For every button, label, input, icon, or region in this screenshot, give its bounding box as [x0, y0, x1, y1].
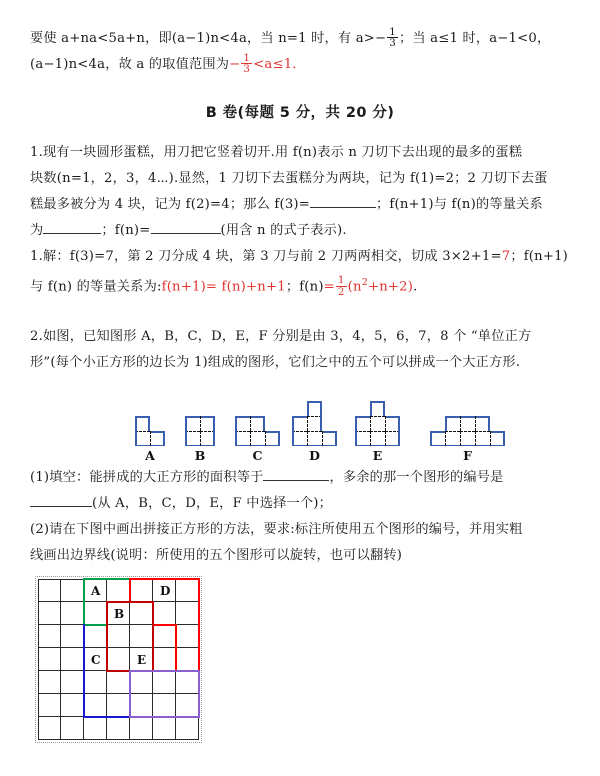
shape-edge-inner: [292, 431, 307, 432]
grid-cell[interactable]: [38, 671, 61, 694]
answer-blank[interactable]: [43, 233, 101, 234]
region-boundary-segment: [129, 578, 131, 603]
question-1-text-4a: 为: [30, 223, 44, 238]
grid-cell[interactable]: [61, 625, 84, 648]
answer-grid-wrapper: [38, 579, 570, 740]
grid-region-label-c: C: [91, 653, 101, 668]
region-boundary-segment: [129, 670, 131, 718]
answer-1-text-1a: 1.解：f(3)=7，第 2 刀分成 4 块，第 3 刀与前 2 刀两两相交，切成 3×2+1=: [30, 249, 502, 264]
shape-edge-inner: [322, 431, 323, 446]
shape-edge-outer: [445, 416, 447, 431]
fraction-one-third-b: [241, 53, 252, 76]
shape-edge-outer: [445, 445, 460, 447]
grid-cell[interactable]: [61, 602, 84, 625]
shape-edge-outer: [430, 431, 445, 433]
shape-edge-inner: [385, 431, 386, 446]
grid-cell[interactable]: [107, 648, 130, 671]
grid-region-label-e: E: [137, 653, 147, 668]
shape-edge-outer: [235, 416, 237, 431]
shape-edge-outer: [292, 416, 307, 418]
shape-edge-inner: [250, 431, 265, 432]
shape-cells: [235, 416, 280, 446]
shape-edge-outer: [460, 445, 475, 447]
fraction-denominator: 3: [389, 37, 396, 50]
spacer: [30, 130, 570, 140]
shape-edge-outer: [185, 416, 187, 431]
shape-edge-inner: [370, 416, 371, 431]
grid-cell[interactable]: [38, 648, 61, 671]
shape-e: [355, 401, 400, 464]
shape-edge-outer: [355, 431, 357, 446]
grid-cell[interactable]: [176, 717, 199, 740]
question-2-part-2-line-2: 线画出边界线(说明：所使用的五个图形可以旋转，也可以翻转): [30, 548, 403, 564]
grid-cell[interactable]: [153, 717, 176, 740]
answer-1-equals-sign: =: [323, 279, 335, 295]
question-2-text-p1b: ，多余的那一个图形的编号是: [329, 470, 504, 486]
spacer: [30, 300, 570, 324]
region-boundary-segment: [129, 670, 200, 672]
grid-cell[interactable]: [176, 671, 199, 694]
shape-edge-inner: [385, 416, 386, 431]
question-2-text-p1a: (1)填空：能拼成的大正方形的面积等于: [30, 470, 264, 486]
shape-edge-outer: [278, 431, 280, 446]
shape-edge-inner: [445, 431, 460, 432]
shape-d: [292, 401, 337, 464]
shape-edge-outer: [383, 401, 385, 416]
shape-edge-outer: [185, 416, 200, 418]
grid-cell[interactable]: [107, 671, 130, 694]
grid-cell[interactable]: [84, 602, 107, 625]
shape-edge-outer: [355, 416, 370, 418]
grid-cell[interactable]: [107, 625, 130, 648]
grid-cell[interactable]: [130, 717, 153, 740]
question-2-text-p1c: (从 A，B，C，D，E，F 中选择一个)；: [92, 496, 332, 512]
grid-cell[interactable]: [38, 717, 61, 740]
shape-edge-outer: [370, 445, 385, 447]
shape-edge-outer: [292, 445, 307, 447]
region-boundary-segment: [83, 716, 131, 718]
shape-edge-outer: [475, 445, 490, 447]
shape-edge-inner: [150, 431, 151, 446]
answer-1-text-2c: .: [413, 279, 418, 295]
shape-edge-inner: [235, 431, 250, 432]
answer-blank[interactable]: [151, 233, 221, 234]
top-paragraph-line-1: [30, 26, 570, 52]
shape-edge-inner: [475, 431, 490, 432]
top-paragraph-line-2: [30, 52, 570, 78]
shape-edge-outer: [335, 431, 337, 446]
shape-edge-outer: [135, 445, 150, 447]
region-boundary-segment: [106, 601, 108, 672]
shape-edge-outer: [320, 416, 322, 431]
top-paragraph-text-2a: (a−1)n<4a，故 a 的取值范围为: [30, 57, 230, 72]
shape-edge-inner: [200, 431, 201, 446]
shape-edge-outer: [488, 416, 490, 431]
question-1-text-4c: (用含 n 的式子表示).: [220, 223, 347, 238]
grid-cell[interactable]: [61, 671, 84, 694]
top-paragraph-text-1a: 要使 a+na<5a+n，即(a−1)n<4a，当 n=1 时，有 a>−: [30, 31, 387, 46]
region-boundary-segment: [152, 624, 177, 626]
grid-cell[interactable]: [130, 602, 153, 625]
question-1-text-3b: ；f(n+1)与 f(n)的等量关系: [376, 197, 543, 212]
shape-label-c: C: [252, 448, 263, 464]
shape-edge-inner: [265, 431, 266, 446]
shape-edge-outer: [370, 401, 372, 416]
grid-cell[interactable]: [38, 602, 61, 625]
fraction-denominator: 3: [243, 63, 251, 76]
shape-label-f: F: [463, 448, 472, 464]
grid-region-label-d: D: [160, 584, 171, 599]
shape-edge-outer: [263, 416, 265, 431]
top-paragraph-text-1b: ；当 a≤1 时，a−1<0，: [399, 31, 551, 46]
shape-edge-inner: [135, 431, 150, 432]
grid-cell[interactable]: [153, 648, 176, 671]
region-boundary-segment: [175, 624, 177, 672]
question-1-line-4: [30, 218, 570, 244]
grid-cell[interactable]: [38, 694, 61, 717]
question-1-text-4b: ；f(n)=: [101, 223, 151, 238]
grid-cell[interactable]: [107, 717, 130, 740]
shape-edge-outer: [398, 431, 400, 446]
shape-edge-outer: [135, 416, 137, 431]
grid-cell[interactable]: [38, 579, 61, 602]
shape-edge-outer: [185, 431, 187, 446]
shape-edge-inner: [307, 416, 308, 431]
grid-cell[interactable]: [130, 694, 153, 717]
shape-edge-inner: [460, 431, 461, 446]
shape-f: [430, 416, 505, 464]
answer-1-text-2b: ；f(n): [285, 279, 324, 295]
grid-cell[interactable]: [107, 579, 130, 602]
top-paragraph-text-2b: <a≤1．: [253, 57, 306, 72]
grid-cell[interactable]: [130, 579, 153, 602]
top-paragraph-minus-sign: −: [229, 57, 241, 72]
shape-edge-outer: [430, 431, 432, 446]
grid-cell[interactable]: [130, 671, 153, 694]
grid-cell[interactable]: [130, 625, 153, 648]
question-1-line-3: [30, 192, 570, 218]
region-boundary-segment: [83, 578, 131, 580]
grid-cell[interactable]: [176, 579, 199, 602]
shape-edge-outer: [135, 431, 137, 446]
shape-edge-outer: [213, 416, 215, 431]
shape-edge-inner: [445, 431, 446, 446]
shape-cells: [430, 416, 505, 446]
grid-cell[interactable]: [38, 625, 61, 648]
grid-cell[interactable]: [61, 694, 84, 717]
fraction-numerator: 1: [389, 25, 396, 38]
answer-1-line-2: [30, 270, 570, 300]
shape-label-d: D: [309, 448, 320, 464]
region-boundary-segment: [129, 578, 200, 580]
answer-1-text-2a: 与 f(n) 的等量关系为:: [30, 279, 162, 295]
shape-edge-inner: [370, 431, 385, 432]
shape-edge-inner: [307, 431, 308, 446]
shape-cells: [355, 401, 400, 446]
shape-edge-outer: [355, 445, 370, 447]
shape-edge-inner: [370, 431, 371, 446]
shape-edge-outer: [163, 431, 165, 446]
shape-edge-outer: [213, 431, 215, 446]
shape-edge-inner: [250, 416, 251, 431]
shape-c: [235, 416, 280, 464]
answer-blank[interactable]: [30, 506, 92, 507]
shape-edge-inner: [475, 431, 476, 446]
shape-edge-outer: [148, 416, 150, 431]
answer-1-closed-form-close: +n+2): [367, 279, 414, 295]
shape-edge-inner: [490, 431, 491, 446]
question-2-part-1-line-1: [30, 465, 570, 491]
shape-edge-outer: [292, 416, 294, 431]
shape-edge-outer: [235, 416, 250, 418]
shape-edge-inner: [185, 431, 200, 432]
answer-blank[interactable]: [310, 207, 376, 208]
shape-edge-inner: [250, 431, 251, 446]
region-boundary-segment: [198, 670, 200, 718]
region-boundary-segment: [152, 624, 154, 672]
answer-1-red-value: 7: [501, 249, 511, 264]
grid-cell[interactable]: [153, 602, 176, 625]
shape-edge-outer: [503, 431, 505, 446]
shape-cells: [292, 401, 337, 446]
fraction-one-third-a: [387, 27, 398, 50]
shape-edge-outer: [235, 431, 237, 446]
question-2-part-1-line-2: [30, 491, 570, 517]
answer-1-line-1: [30, 244, 570, 270]
fraction-numerator: 1: [243, 51, 251, 64]
grid-cell[interactable]: [84, 671, 107, 694]
region-boundary-segment: [198, 578, 200, 672]
grid-cell[interactable]: [84, 694, 107, 717]
answer-1-text-1b: ；f(n+1): [510, 249, 569, 264]
shape-edge-outer: [430, 445, 445, 447]
region-boundary-segment: [152, 601, 154, 626]
answer-1-recurrence-formula: f(n+1)= f(n)+n+1: [161, 279, 286, 295]
shape-edge-outer: [398, 416, 400, 431]
grid-cell[interactable]: [107, 694, 130, 717]
shape-edge-inner: [355, 431, 370, 432]
question-2-part-2-line-1: (2)请在下图中画出拼接正方形的方法，要求:标注所使用五个图形的编号，并用实粗: [30, 522, 523, 538]
shape-edge-outer: [292, 431, 294, 446]
shapes-figure: [30, 384, 570, 464]
shape-edge-inner: [475, 416, 476, 431]
grid-cell[interactable]: [84, 717, 107, 740]
shape-edge-inner: [307, 431, 322, 432]
shape-edge-outer: [460, 416, 475, 418]
grid-cell[interactable]: [176, 694, 199, 717]
grid-cell[interactable]: [153, 625, 176, 648]
shape-cells: [185, 416, 215, 446]
fraction-numerator: 1: [337, 273, 345, 286]
region-boundary-segment: [83, 578, 85, 626]
grid-cell[interactable]: [84, 625, 107, 648]
shape-edge-inner: [460, 416, 461, 431]
grid-cell[interactable]: [153, 671, 176, 694]
grid-cell[interactable]: [176, 602, 199, 625]
shape-b: [185, 416, 215, 464]
fraction-denominator: 2: [337, 285, 345, 298]
grid-region-label-b: B: [114, 607, 125, 622]
shape-a: [135, 416, 165, 464]
shape-edge-outer: [320, 401, 322, 416]
grid-cell[interactable]: [153, 694, 176, 717]
answer-blank[interactable]: [263, 480, 329, 481]
answer-1-closed-form-open: (n: [347, 279, 362, 295]
grid-cell[interactable]: [61, 579, 84, 602]
section-title: B 卷(每题 5 分，共 20 分): [205, 105, 395, 121]
shape-edge-inner: [200, 416, 201, 431]
shape-edge-outer: [235, 445, 250, 447]
shape-cells: [135, 416, 165, 446]
shape-edge-outer: [445, 416, 460, 418]
shape-edge-outer: [250, 445, 265, 447]
answer-1-exponent: 2: [361, 277, 368, 288]
shape-label-e: E: [372, 448, 383, 464]
region-boundary-segment: [106, 601, 154, 603]
shape-edge-outer: [307, 401, 309, 416]
shape-edge-outer: [307, 445, 322, 447]
question-1-line-2: 块数(n=1，2，3，4⋯).显然，1 刀切下去蛋糕分为两块，记为 f(1)=2；2 刀切下去蛋: [30, 171, 548, 186]
shape-edge-inner: [370, 416, 385, 417]
grid-cell[interactable]: [176, 625, 199, 648]
grid-cell[interactable]: [176, 648, 199, 671]
answer-grid[interactable]: [38, 579, 199, 740]
question-1-line-1: 1.现有一块圆形蛋糕，用刀把它竖着切开.用 f(n)表示 n 刀切下去出现的最多的蛋糕: [30, 145, 523, 160]
region-boundary-segment: [83, 624, 85, 718]
question-2-line-1: 2.如图，已知图形 A，B，C，D，E，F 分别是由 3，4，5，6，7，8 个 “单位正方: [30, 329, 532, 345]
shape-label-b: B: [194, 448, 206, 464]
fraction-one-half: [336, 275, 347, 298]
shape-edge-inner: [460, 431, 475, 432]
grid-cell[interactable]: [61, 648, 84, 671]
spacer: [30, 78, 570, 95]
grid-cell[interactable]: [61, 717, 84, 740]
shape-label-a: A: [145, 448, 155, 464]
shape-edge-outer: [355, 416, 357, 431]
question-2-line-2: 形”(每个小正方形的边长为 1)组成的图形，它们之中的五个可以拼成一个大正方形.: [30, 355, 521, 371]
shape-edge-outer: [185, 445, 200, 447]
region-boundary-segment: [129, 716, 200, 718]
question-1-text-3a: 糕最多被分为 4 块，记为 f(2)=4；那么 f(3)=: [30, 197, 311, 212]
region-boundary-segment: [83, 624, 108, 626]
grid-region-label-a: A: [91, 584, 101, 599]
